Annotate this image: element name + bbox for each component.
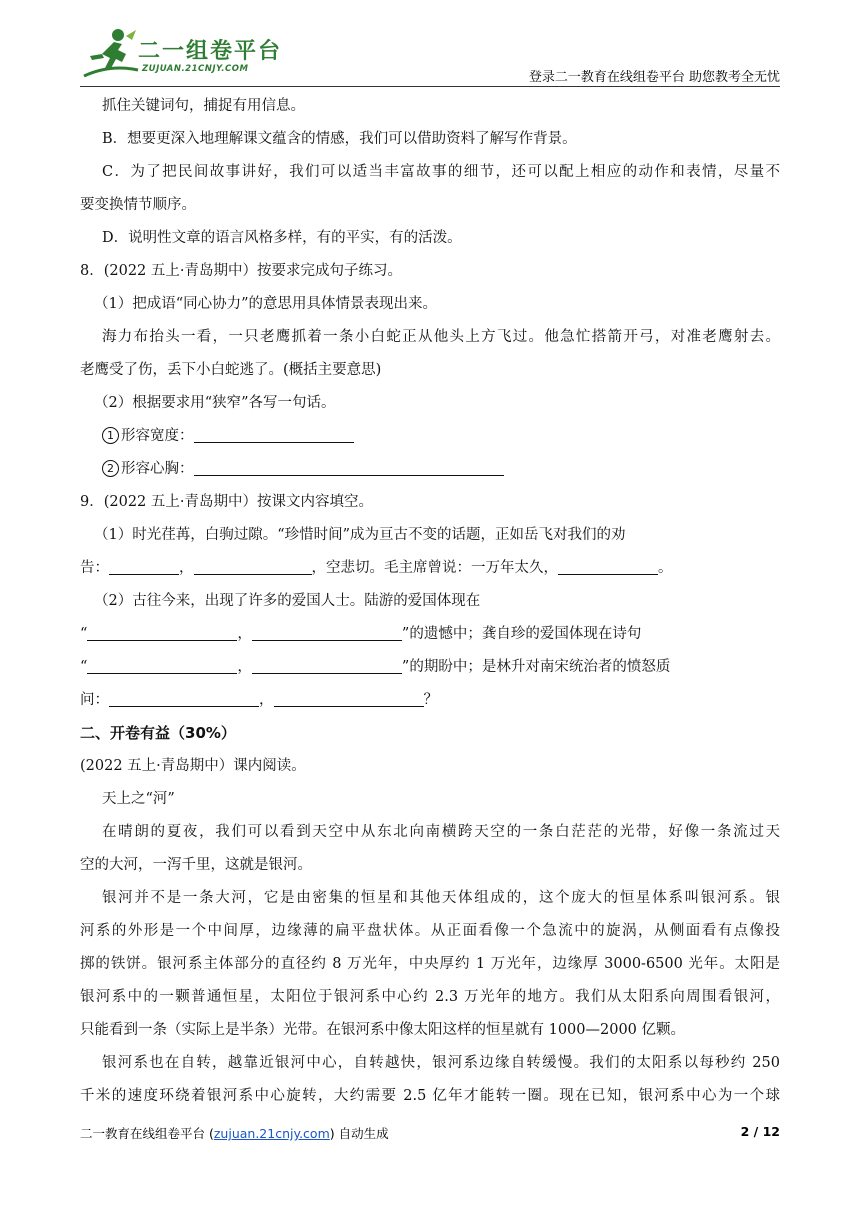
option-c: C．为了把民间故事讲好，我们可以适当丰富故事的细节，还可以配上相应的动作和表情，尽量不 xyxy=(102,164,780,180)
text-fragment: ”的期盼中；是林升对南宋统治者的愤怒质 xyxy=(401,659,671,675)
circled-number: 2 xyxy=(102,460,119,477)
passage-line: 银河系中的一颗普通恒星，太阳位于银河系中心约 2.3 万光年的地方。我们从太阳系向周围看银河， xyxy=(80,989,780,1005)
answer-blank[interactable] xyxy=(194,556,312,575)
text-fragment: ， xyxy=(237,659,252,675)
passage-line: 千米的速度环绕着银河系中心旋转，大约需要 2.5 亿年才能转一圈。现在已知，银河系中心为一个球 xyxy=(80,1088,780,1104)
question-8-part-1: （1）把成语“同心协力”的意思用具体情景表现出来。 xyxy=(94,296,438,312)
text-fragment: ，空悲切。毛主席曾说：一万年太久， xyxy=(311,560,558,576)
answer-blank[interactable] xyxy=(109,556,179,575)
question-9-part-2: （2）古往今来，出现了许多的爱国人士。陆游的爱国体现在 xyxy=(94,593,481,609)
fill-line xyxy=(80,651,780,684)
passage-line: 老鹰受了伤，丢下小白蛇逃了。(概括主要意思) xyxy=(80,362,382,378)
answer-blank[interactable] xyxy=(87,622,237,641)
question-8-title: 8．(2022 五上·青岛期中）按要求完成句子练习。 xyxy=(80,263,403,279)
text-fragment: “ xyxy=(80,626,88,642)
answer-blank[interactable] xyxy=(252,655,402,674)
prompt-label: 形容心胸： xyxy=(121,461,194,477)
text-fragment: ”的遗憾中；龚自珍的爱国体现在诗句 xyxy=(401,626,642,642)
text-fragment: 。 xyxy=(658,560,673,576)
answer-line-1 xyxy=(80,420,780,453)
text-fragment: “ xyxy=(80,659,88,675)
question-8-part-2: （2）根据要求用“狭窄”各写一句话。 xyxy=(94,395,336,411)
passage-line: 只能看到一条（实际上是半条）光带。在银河系中像太阳这样的恒星就有 1000—2000 亿颗。 xyxy=(80,1022,686,1038)
page-header xyxy=(80,24,780,88)
passage-line: 银河系也在自转，越靠近银河中心，自转越快，银河系边缘自转缓慢。我们的太阳系以每秒约 250 xyxy=(102,1055,780,1071)
text-fragment: 告： xyxy=(80,560,109,576)
runner-logo-icon xyxy=(80,26,140,82)
footer-text: 二一教育在线组卷平台 ( xyxy=(80,1126,214,1141)
header-slogan: 登录二一教育在线组卷平台 助您教考全无忧 xyxy=(528,70,780,85)
page-number: 2 / 12 xyxy=(740,1124,780,1139)
passage-title: 天上之“河” xyxy=(102,791,175,807)
logo xyxy=(80,26,283,82)
footer-link[interactable]: zujuan.21cnjy.com xyxy=(213,1126,330,1141)
passage-line: 在晴朗的夏夜，我们可以看到天空中从东北向南横跨天空的一条白茫茫的光带，好像一条流过天 xyxy=(102,824,780,840)
fill-line xyxy=(80,552,780,585)
question-9-title: 9．(2022 五上·青岛期中）按课文内容填空。 xyxy=(80,494,374,510)
header-divider xyxy=(80,86,780,87)
passage-line: 银河并不是一条大河，它是由密集的恒星和其他天体组成的，这个庞大的恒星体系叫银河系。银 xyxy=(102,890,780,906)
fill-line xyxy=(80,618,780,651)
document-body xyxy=(80,90,780,1113)
answer-blank[interactable] xyxy=(558,556,658,575)
text-line: 抓住关键词句，捕捉有用信息。 xyxy=(102,98,305,114)
answer-blank[interactable] xyxy=(274,688,424,707)
text-fragment: ， xyxy=(259,692,274,708)
fill-line xyxy=(80,684,780,717)
question-9-part-1: （1）时光荏苒，白驹过隙。“珍惜时间”成为亘古不变的话题，正如岳飞对我们的劝 xyxy=(94,527,626,543)
text-line: 要变换情节顺序。 xyxy=(80,197,196,213)
logo-url: ZUJUAN.21CNJY.COM xyxy=(142,64,249,74)
option-d: D．说明性文章的语言风格多样，有的平实，有的活泼。 xyxy=(102,230,462,246)
footer-source xyxy=(80,1124,389,1142)
passage-line: 海力布抬头一看，一只老鹰抓着一条小白蛇正从他头上方飞过。他急忙搭箭开弓，对准老鹰射去。 xyxy=(102,329,780,345)
answer-blank[interactable] xyxy=(87,655,237,674)
answer-line-2 xyxy=(80,453,780,486)
logo-title: 二一组卷平台 xyxy=(138,39,283,64)
section-heading: 二、开卷有益（30%） xyxy=(80,724,236,742)
text-fragment: 问： xyxy=(80,692,109,708)
prompt-label: 形容宽度： xyxy=(121,428,194,444)
answer-blank[interactable] xyxy=(194,424,354,443)
option-b: B．想要更深入地理解课文蕴含的情感，我们可以借助资料了解写作背景。 xyxy=(102,131,577,147)
passage-line: 空的大河，一泻千里，这就是银河。 xyxy=(80,857,312,873)
passage-line: 掷的铁饼。银河系主体部分的直径约 8 万光年，中央厚约 1 万光年，边缘厚 3000-6500 光年。太阳是 xyxy=(80,956,780,972)
answer-blank[interactable] xyxy=(252,622,402,641)
text-fragment: ， xyxy=(179,560,194,576)
page-footer xyxy=(80,1124,780,1148)
answer-blank[interactable] xyxy=(194,457,504,476)
text-fragment: ， xyxy=(237,626,252,642)
footer-text: ) 自动生成 xyxy=(329,1126,389,1141)
reading-instruction: (2022 五上·青岛期中）课内阅读。 xyxy=(80,758,306,774)
text-fragment: ？ xyxy=(423,692,438,708)
passage-line: 河系的外形是一个中间厚，边缘薄的扁平盘状体。从正面看像一个急流中的旋涡，从侧面看有点像投 xyxy=(80,923,780,939)
answer-blank[interactable] xyxy=(109,688,259,707)
circled-number: 1 xyxy=(102,427,119,444)
